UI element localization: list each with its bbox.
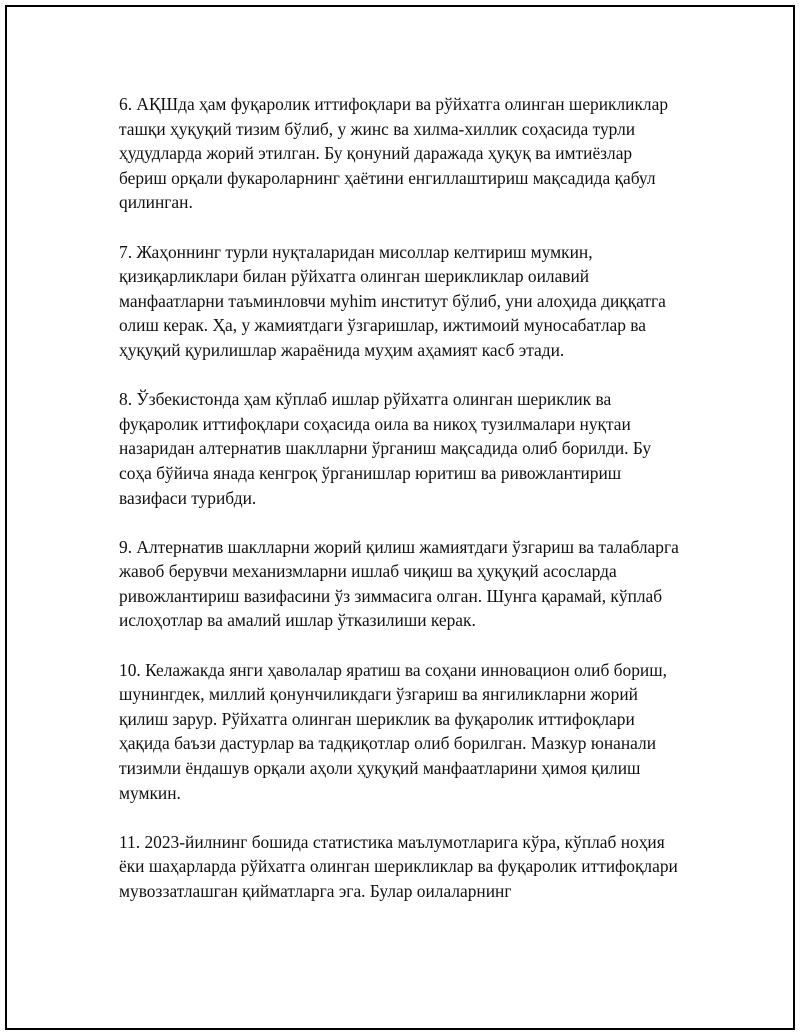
paragraph-10: 10. Келажакда янги ҳаволалар яратиш ва соҳани инновацион олиб бориш, шунингдек, миллий қонунчиликдаги ўзгариш ва янгиликларни жорий қилиш зарур. Рўйхатга олинган шериклик ва фуқаролик иттифоқлари ҳақида баъзи дастурлар ва тадқиқотлар олиб борилган. Мазкур юнанали тизимли ёндашув орқали аҳоли ҳуқуқий манфаатларини ҳимоя қилиш мумкин. — [119, 659, 667, 803]
paragraph-7: 7. Жаҳоннинг турли нуқталаридан мисоллар келтириш мумкин, қизиқарликлари билан рўйхатга олинган шерикликлар оилавий манфаатларни таъминловчи муhim институт бўлиб, уни алоҳида диққатга олиш керак. Ҳа, у жамиятдаги ўзгаришлар, ижтимоий муносабатлар ва ҳуқуқий қурилишлар жараёнида муҳим аҳамият касб этади. — [119, 241, 666, 360]
paragraph-8: 8. Ўзбекистонда ҳам кўплаб ишлар рўйхатга олинган шериклик ва фуқаролик иттифоқлари соҳасида оила ва никоҳ тузилмалари нуқтаи назаридан алтернатив шаклларни ўрганиш мақсадида олиб борилди. Бу соҳа бўйича янада кенгроқ ўрганишлар юритиш ва ривожлантириш вазифаси турибди. — [119, 389, 652, 508]
paragraph-11: 11. 2023-йилнинг бошида статистика маълумотларига кўра, кўплаб ноҳия ёки шаҳарларда рўйхатга олинган шерикликлар ва фуқаролик иттифоқлари мувоззатлашган қийматларга эга. Булар оилаларнинг — [119, 831, 678, 901]
paragraph-9: 9. Алтернатив шаклларни жорий қилиш жамиятдаги ўзгариш ва талабларга жавоб берувчи механизмларни ишлаб чиқиш ва ҳуқуқий асосларда ривожлантириш вазифасини ўз зиммасига олган. Шунга қарамай, кўплаб ислоҳотлар ва амалий ишлар ўтказилиши керак. — [119, 536, 679, 631]
document-body — [119, 92, 679, 928]
paragraph-6: 6. АҚШда ҳам фуқаролик иттифоқлари ва рўйхатга олинган шерикликлар ташқи ҳуқуқий тизим бўлиб, у жинс ва хилма-хиллик соҳасида турли ҳудудларда жорий этилган. Бу қонуний даражада ҳуқуқ ва имтиёзлар бериш орқали фукароларнинг ҳаётини енгиллаштириш мақсадида қабул qилинган. — [119, 94, 669, 213]
